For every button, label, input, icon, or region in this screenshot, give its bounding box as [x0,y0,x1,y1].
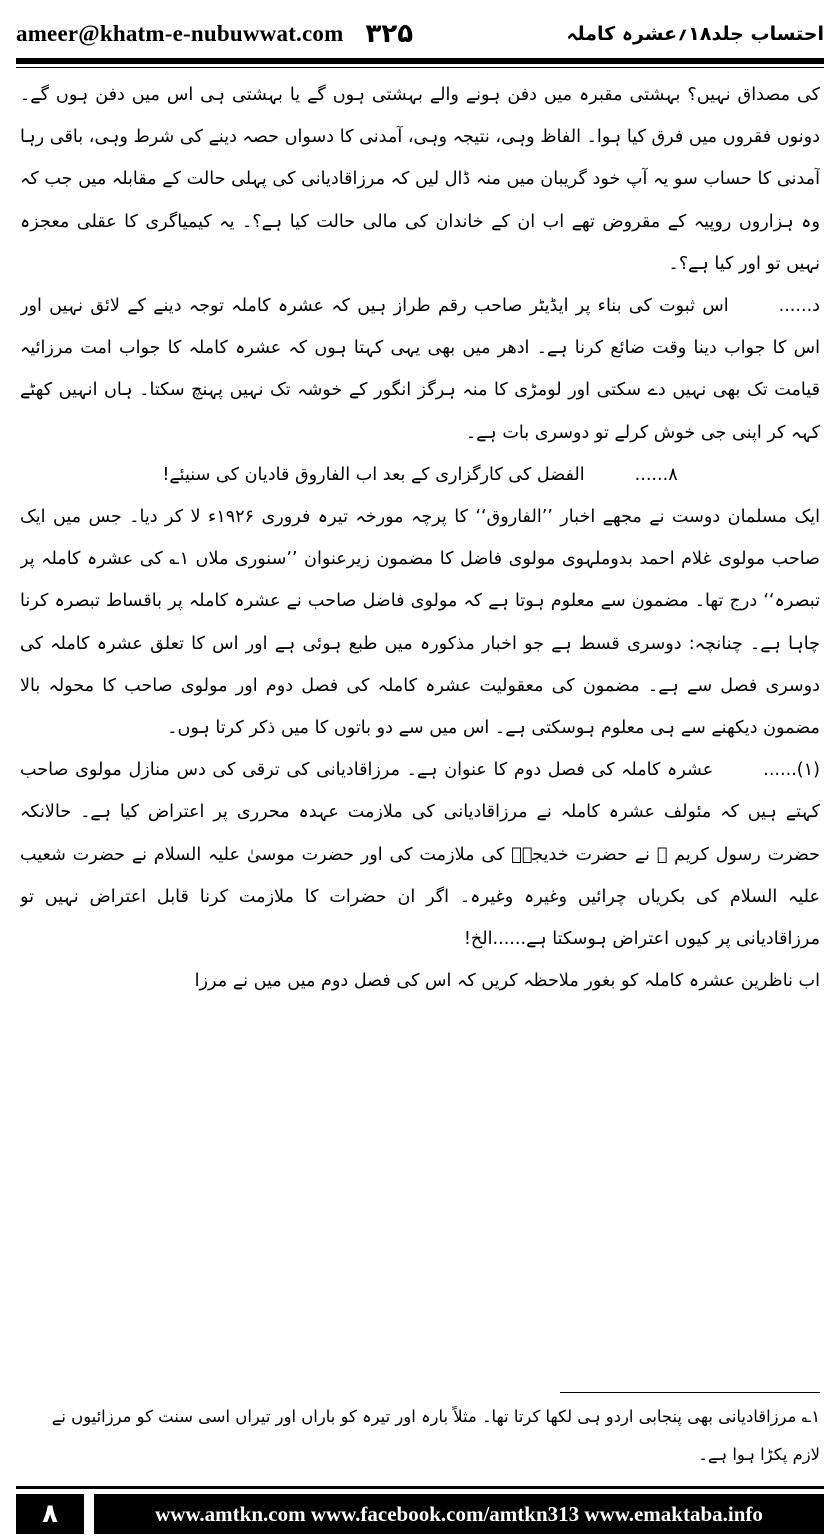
section-8-title: الفضل کی کارگزاری کے بعد اب الفاروق قادیان کی سنیئے! [162,464,585,485]
paragraph-2 [20,285,820,454]
paragraph-2-marker: د...... [778,296,820,317]
footer-rule [16,1486,824,1489]
header-rule [16,58,824,64]
header-email: ameer@khatm-e-nubuwwat.com [16,21,344,46]
section-8-marker: ۸...... [634,464,678,485]
footnote [20,1398,820,1474]
footer-number-box [16,1494,84,1534]
paragraph-2-text: اس ثبوت کی بناء پر ایڈیٹر صاحب رقم طراز ہیں کہ عشرہ کاملہ توجہ دینے کے لائق نہیں اور اس کا جواب دینا وقت ضائع کرنا ہے۔ ادھر میں بھی یہی کہتا ہوں کہ عشرہ کاملہ کا جواب امت مرزائیہ قیامت تک بھی نہیں دے سکتی اور لومڑی کا منہ ہرگز انگور کے خوشہ تک نہیں پہنچ سکتا۔ ہاں انہیں کھٹے کہہ کر اپنی جی خوش کرلے تو دوسری بات ہے۔ [20,296,820,443]
header-left-group [16,19,413,49]
paragraph-4-marker: (۱)...... [763,760,820,781]
header-rule-thin [16,67,824,68]
footnote-text: ۱؎ مرزاقادیانی بھی پنجابی اردو ہی لکھا کرتا تھا۔ مثلاً بارہ اور تیرہ کو باراں اور تیراں اسی سنت کو مرزائیوں نے لازم پکڑا ہوا ہے۔ [51,1407,820,1464]
page-footer [16,1494,824,1534]
paragraph-4 [20,749,820,960]
main-text [20,74,820,1390]
paragraph-1: کی مصداق نہیں؟ بہشتی مقبرہ میں دفن ہونے والے بہشتی ہوں گے یا بہشتی ہی اس میں دفن ہوں گے۔ دونوں فقروں میں فرق کیا ہوا۔ الفاظ وہی، نتیجہ وہی، آمدنی کا دسواں حصہ دینے کی شرط وہی، باقی رہا آمدنی کا حساب سو یہ آپ خود گریبان میں منہ ڈال لیں کہ مرزاقادیانی کی پہلی حالت کے مقابلہ میں جب کہ وہ ہزاروں روپیہ کے مقروض تھے اب ان کے خاندان کی مالی حالت کیا ہے؟۔ یہ کیمیاگری کا عقلی معجزہ نہیں تو اور کیا ہے؟۔ [20,85,820,274]
page-header [16,12,824,56]
paragraph-5: اب ناظرین عشرہ کاملہ کو بغور ملاحظہ کریں کہ اس کی فصل دوم میں میں نے مرزا [194,971,820,992]
running-title: احتساب جلد۱۸؍عشرہ کاملہ [566,23,824,45]
page-number: ۳۲۵ [365,19,414,49]
section-8-heading [20,454,820,496]
paragraph-3: ایک مسلمان دوست نے مجھے اخبار ’’الفاروق‘‘ کا پرچہ مورخہ تیرہ فروری ۱۹۲۶ء لا کر دیا۔ جس میں ایک صاحب مولوی غلام احمد بدوملہوی مولوی فاضل کا مضمون زیرعنوان ’’سنوری ملاں ۱؎ کی عشرہ کاملہ پر تبصرہ‘‘ درج تھا۔ مضمون سے معلوم ہوتا ہے کہ مولوی فاضل صاحب نے عشرہ کاملہ پر باقساط تبصرہ کرنا چاہا ہے۔ چنانچہ: دوسری قسط ہے جو اخبار مذکورہ میں طبع ہوئی ہے اور اس کا تعلق عشرہ کاملہ کی دوسری فصل سے ہے۔ مضمون کی معقولیت عشرہ کاملہ کی فصل دوم اور مولوی صاحب کا محولہ بالا مضمون دیکھنے سے ہی معلوم ہوسکتی ہے۔ اس میں سے دو باتوں کا میں ذکر کرتا ہوں۔ [20,507,820,739]
footnote-rule [560,1392,820,1393]
paragraph-4-text: عشرہ کاملہ کی فصل دوم کا عنوان ہے۔ مرزاقادیانی کی ترقی کی دس منازل مولوی صاحب کہتے ہیں کہ مئولف عشرہ کاملہ نے مرزاقادیانی کی ملازمت عہدہ محرری پر اعتراض کیا ہے۔ حالانکہ حضرت رسول کریم ﷺ نے حضرت خدیجہؓ کی ملازمت کی اور حضرت موسیٰ علیہ السلام نے حضرت شعیب علیہ السلام کی بکریاں چرائیں وغیرہ وغیرہ۔ اگر ان حضرات کا ملازمت کرنا قابل اعتراض نہیں تو مرزاقادیانی پر کیوں اعتراض ہوسکتا ہے......الخ! [20,760,820,950]
footer-number: ۸ [42,1499,58,1529]
footer-links: www.amtkn.com www.facebook.com/amtkn313 www.emaktaba.info [155,1501,763,1526]
footer-links-bar [94,1494,824,1534]
